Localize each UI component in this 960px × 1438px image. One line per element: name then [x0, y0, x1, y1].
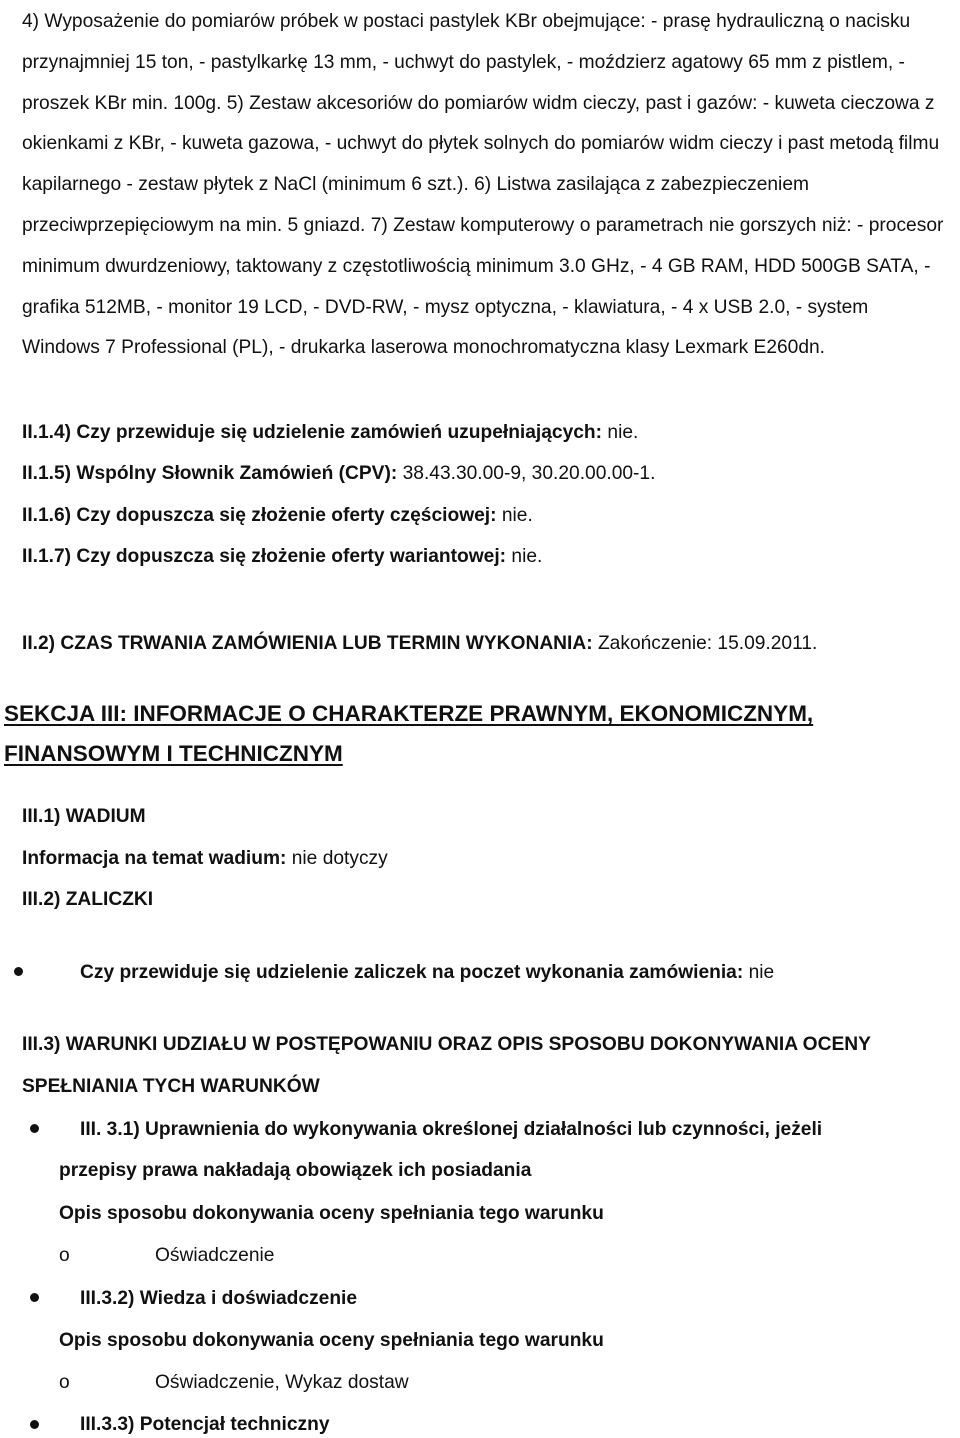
ii14-label: II.1.4) Czy przewiduje się udzielenie zamówień uzupełniających:: [22, 422, 603, 443]
bullet-icon: [30, 1124, 39, 1133]
zaliczki-line: [80, 961, 774, 985]
item-332: III.3.2) Wiedza i doświadczenie: [80, 1288, 358, 1309]
zaliczki-heading: III.2) ZALICZKI: [22, 889, 154, 910]
item-331-line2: przepisy prawa nakładają obowiązek ich posiadania: [59, 1160, 532, 1181]
zaliczki-label: Czy przewiduje się udzielenie zaliczek na poczet wykonania zamówienia:: [80, 962, 744, 983]
ii2-label: II.2) CZAS TRWANIA ZAMÓWIENIA LUB TERMIN WYKONANIA:: [22, 633, 593, 654]
sub-bullet-marker-2: o: [59, 1372, 70, 1393]
bullet-icon: [14, 967, 23, 976]
ii17-line: [22, 545, 542, 569]
wadium-line: [22, 847, 388, 871]
ii2-value: Zakończenie: 15.09.2011.: [592, 633, 818, 654]
equipment-paragraph: 4) Wyposażenie do pomiarów próbek w postaci pastylek KBr obejmujące: - prasę hydrauliczną o nacisku przynajmniej 15 ton, - pastylkarkę 13 mm, - uchwyt do pastylek, - moździerz agatowy 65 mm z pistlem, - proszek KBr min. 100g. 5) Zestaw akcesoriów do pomiarów widm cieczy, past i gazów: - kuweta cieczowa z okienkami z KBr, - kuweta gazowa, - uchwyt do płytek solnych do pomiarów widm cieczy i past metodą filmu kapilarnego - zestaw płytek z NaCl (minimum 6 szt.). 6) Listwa zasilająca z zabezpieczeniem przeciwprzepięciowym na min. 5 gniazd. 7) Zestaw komputerowy o parametrach nie gorszych niż: - procesor minimum dwurdzeniowy, taktowany z częstotliwością minimum 3.0 GHz, - 4 GB RAM, HDD 500GB SATA, - grafika 512MB, - monitor 19 LCD, - DVD-RW, - mysz optyczna, - klawiatura, - 4 x USB 2.0, - system Windows 7 Professional (PL), - drukarka laserowa monochromatyczna klasy Lexmark E260dn.: [22, 11, 944, 359]
item-333: III.3.3) Potencjał techniczny: [80, 1414, 330, 1435]
warunki-heading-line1: III.3) WARUNKI UDZIAŁU W POSTĘPOWANIU ORAZ OPIS SPOSOBU DOKONYWANIA OCENY: [22, 1034, 871, 1055]
zaliczki-value: nie: [743, 962, 775, 983]
ii16-label: II.1.6) Czy dopuszcza się złożenie oferty częściowej:: [22, 505, 497, 526]
sub-item-oswiadczenie: Oświadczenie: [155, 1245, 275, 1266]
ii15-value: 38.43.30.00-9, 30.20.00.00-1.: [397, 463, 656, 484]
section-title-line2: FINANSOWYM I TECHNICZNYM: [4, 741, 343, 766]
wadium-label: Informacja na temat wadium:: [22, 848, 287, 869]
opis-label-2: Opis sposobu dokonywania oceny spełniania tego warunku: [59, 1330, 604, 1351]
ii14-line: [22, 421, 638, 445]
wadium-value: nie dotyczy: [286, 848, 388, 869]
bullet-icon: [30, 1420, 39, 1429]
ii14-value: nie.: [602, 422, 639, 443]
wadium-heading: III.1) WADIUM: [22, 806, 146, 827]
ii16-value: nie.: [496, 505, 533, 526]
warunki-heading-line2: SPEŁNIANIA TYCH WARUNKÓW: [22, 1076, 320, 1097]
ii17-value: nie.: [506, 546, 543, 567]
ii16-line: [22, 504, 533, 528]
opis-label-1: Opis sposobu dokonywania oceny spełniania tego warunku: [59, 1203, 604, 1224]
sub-item-wykaz-dostaw: Oświadczenie, Wykaz dostaw: [155, 1372, 409, 1393]
ii2-line: [22, 632, 817, 656]
section-title-line1: SEKCJA III: INFORMACJE O CHARAKTERZE PRAWNYM, EKONOMICZNYM,: [4, 701, 814, 726]
ii17-label: II.1.7) Czy dopuszcza się złożenie oferty wariantowej:: [22, 546, 507, 567]
item-331-line1: III. 3.1) Uprawnienia do wykonywania określonej działalności lub czynności, jeżeli: [80, 1119, 823, 1140]
sub-bullet-marker-1: o: [59, 1245, 70, 1266]
bullet-icon: [30, 1293, 39, 1302]
ii15-label: II.1.5) Wspólny Słownik Zamówień (CPV):: [22, 463, 398, 484]
ii15-line: [22, 462, 655, 486]
